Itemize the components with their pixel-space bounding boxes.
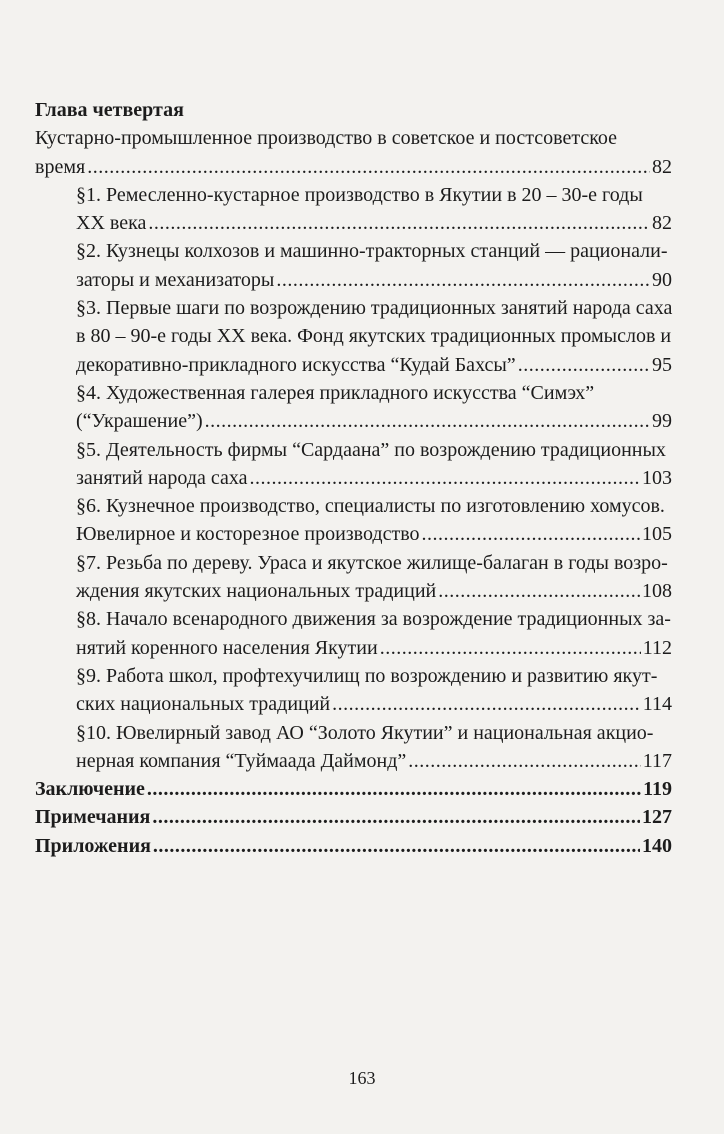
toc-entry-title: Примечания <box>35 806 151 829</box>
dot-leader <box>408 747 640 775</box>
toc-entry-title: ских национальных традиций <box>76 693 331 716</box>
toc-line <box>35 747 672 775</box>
dot-leader <box>518 351 650 379</box>
page-number: 163 <box>348 1068 376 1088</box>
toc-line <box>35 690 672 718</box>
toc-entry <box>35 832 672 860</box>
toc-line <box>35 379 672 407</box>
toc-entry-title: время <box>35 155 86 178</box>
toc-page-number: 108 <box>642 580 672 603</box>
toc-line <box>35 662 672 690</box>
dot-leader <box>147 775 641 803</box>
toc-entry-title: §3. Первые шаги по возрождению традиционных занятий народа саха <box>76 297 673 320</box>
toc-line <box>35 436 672 464</box>
toc-entry-title: §7. Резьба по дереву. Ураса и якутское жилище-балаган в годы возро- <box>76 551 668 574</box>
toc-line <box>35 520 672 548</box>
toc-entry <box>35 436 672 493</box>
toc-page-number: 140 <box>642 834 672 857</box>
toc-line <box>35 549 672 577</box>
toc-entry-title: занятий народа саха <box>76 466 248 489</box>
dot-leader <box>205 407 650 435</box>
toc-line <box>35 153 672 181</box>
toc-line <box>35 775 672 803</box>
toc-entry-title: XX века <box>76 212 147 235</box>
toc-line <box>35 464 672 492</box>
toc-page-number: 95 <box>652 353 672 376</box>
dot-leader <box>276 266 650 294</box>
toc-page-number: 112 <box>642 636 672 659</box>
dot-leader <box>250 464 641 492</box>
toc-entry <box>35 379 672 436</box>
dot-leader <box>380 634 641 662</box>
toc-line <box>35 266 672 294</box>
toc-entry-title: §2. Кузнецы колхозов и машинно-тракторных станций — рационали- <box>76 240 668 263</box>
toc-line <box>35 322 672 350</box>
toc-entry-title: нерная компания “Туймаада Даймонд” <box>76 749 407 772</box>
dot-leader <box>87 153 650 181</box>
toc-page-number: 103 <box>642 466 672 489</box>
toc-page-number: 82 <box>652 212 672 235</box>
toc-entry <box>35 181 672 238</box>
toc-entry-title: ждения якутских национальных традиций <box>76 580 437 603</box>
toc-line <box>35 294 672 322</box>
toc-entry <box>35 803 672 831</box>
toc-line <box>35 492 672 520</box>
toc-entry-title: нятий коренного населения Якутии <box>76 636 378 659</box>
dot-leader <box>148 209 650 237</box>
toc-entry-title: декоративно-прикладного искусства “Кудай Бахсы” <box>76 353 516 376</box>
toc-page-number: 114 <box>642 693 672 716</box>
toc-page-number: 119 <box>643 778 672 801</box>
toc-line <box>35 803 672 831</box>
toc-entry <box>35 662 672 719</box>
toc-entry <box>35 549 672 606</box>
toc-entry <box>35 775 672 803</box>
toc-page-number: 127 <box>642 806 672 829</box>
toc-entry <box>35 492 672 549</box>
toc-line <box>35 351 672 379</box>
toc-line <box>35 237 672 265</box>
toc-line <box>35 209 672 237</box>
toc-entry-title: Ювелирное и косторезное производство <box>76 523 420 546</box>
toc-entry-title: §10. Ювелирный завод АО “Золото Якутии” и национальная акцио- <box>76 721 654 744</box>
toc-line <box>35 407 672 435</box>
toc-line <box>35 181 672 209</box>
toc-page-number: 82 <box>652 155 672 178</box>
toc-entry <box>35 294 672 379</box>
toc-entry <box>35 237 672 294</box>
toc-entry-title: §5. Деятельность фирмы “Сардаана” по возрождению традиционных <box>76 438 666 461</box>
chapter-heading <box>35 96 672 124</box>
toc-entry <box>35 719 672 776</box>
toc-entry-title: Кустарно-промышленное производство в советское и постсоветское <box>35 127 618 150</box>
table-of-contents <box>35 96 672 860</box>
toc-line <box>35 832 672 860</box>
toc-page-number: 117 <box>642 749 672 772</box>
toc-page-number: 90 <box>652 268 672 291</box>
toc-entry-title: §9. Работа школ, профтехучилищ по возрождению и развитию якут- <box>76 664 658 687</box>
toc-line <box>35 605 672 633</box>
toc-page-number: 105 <box>642 523 672 546</box>
dot-leader <box>152 803 640 831</box>
toc-entry-title: (“Украшение”) <box>76 410 203 433</box>
toc-entry-title: §8. Начало всенародного движения за возрождение традиционных за- <box>76 608 671 631</box>
toc-entry-title: Заключение <box>35 778 145 801</box>
dot-leader <box>153 832 640 860</box>
toc-line <box>35 634 672 662</box>
toc-entry-title: §1. Ремесленно-кустарное производство в Якутии в 20 – 30-е годы <box>76 183 643 206</box>
toc-line <box>35 577 672 605</box>
dot-leader <box>332 690 641 718</box>
toc-entry <box>35 124 672 181</box>
toc-entry-title: §6. Кузнечное производство, специалисты по изготовлению хомусов. <box>76 495 665 518</box>
dot-leader <box>438 577 640 605</box>
toc-entry <box>35 605 672 662</box>
toc-entry-title: §4. Художественная галерея прикладного искусства “Симэх” <box>76 381 595 404</box>
toc-entry-title: в 80 – 90-е годы XX века. Фонд якутских традиционных промыслов и <box>76 325 672 348</box>
toc-line <box>35 124 672 152</box>
chapter-heading-text: Глава четвертая <box>35 99 184 121</box>
dot-leader <box>422 520 640 548</box>
toc-entry-title: заторы и механизаторы <box>76 268 275 291</box>
toc-line <box>35 719 672 747</box>
toc-page-number: 99 <box>652 410 672 433</box>
toc-entry-title: Приложения <box>35 834 151 857</box>
